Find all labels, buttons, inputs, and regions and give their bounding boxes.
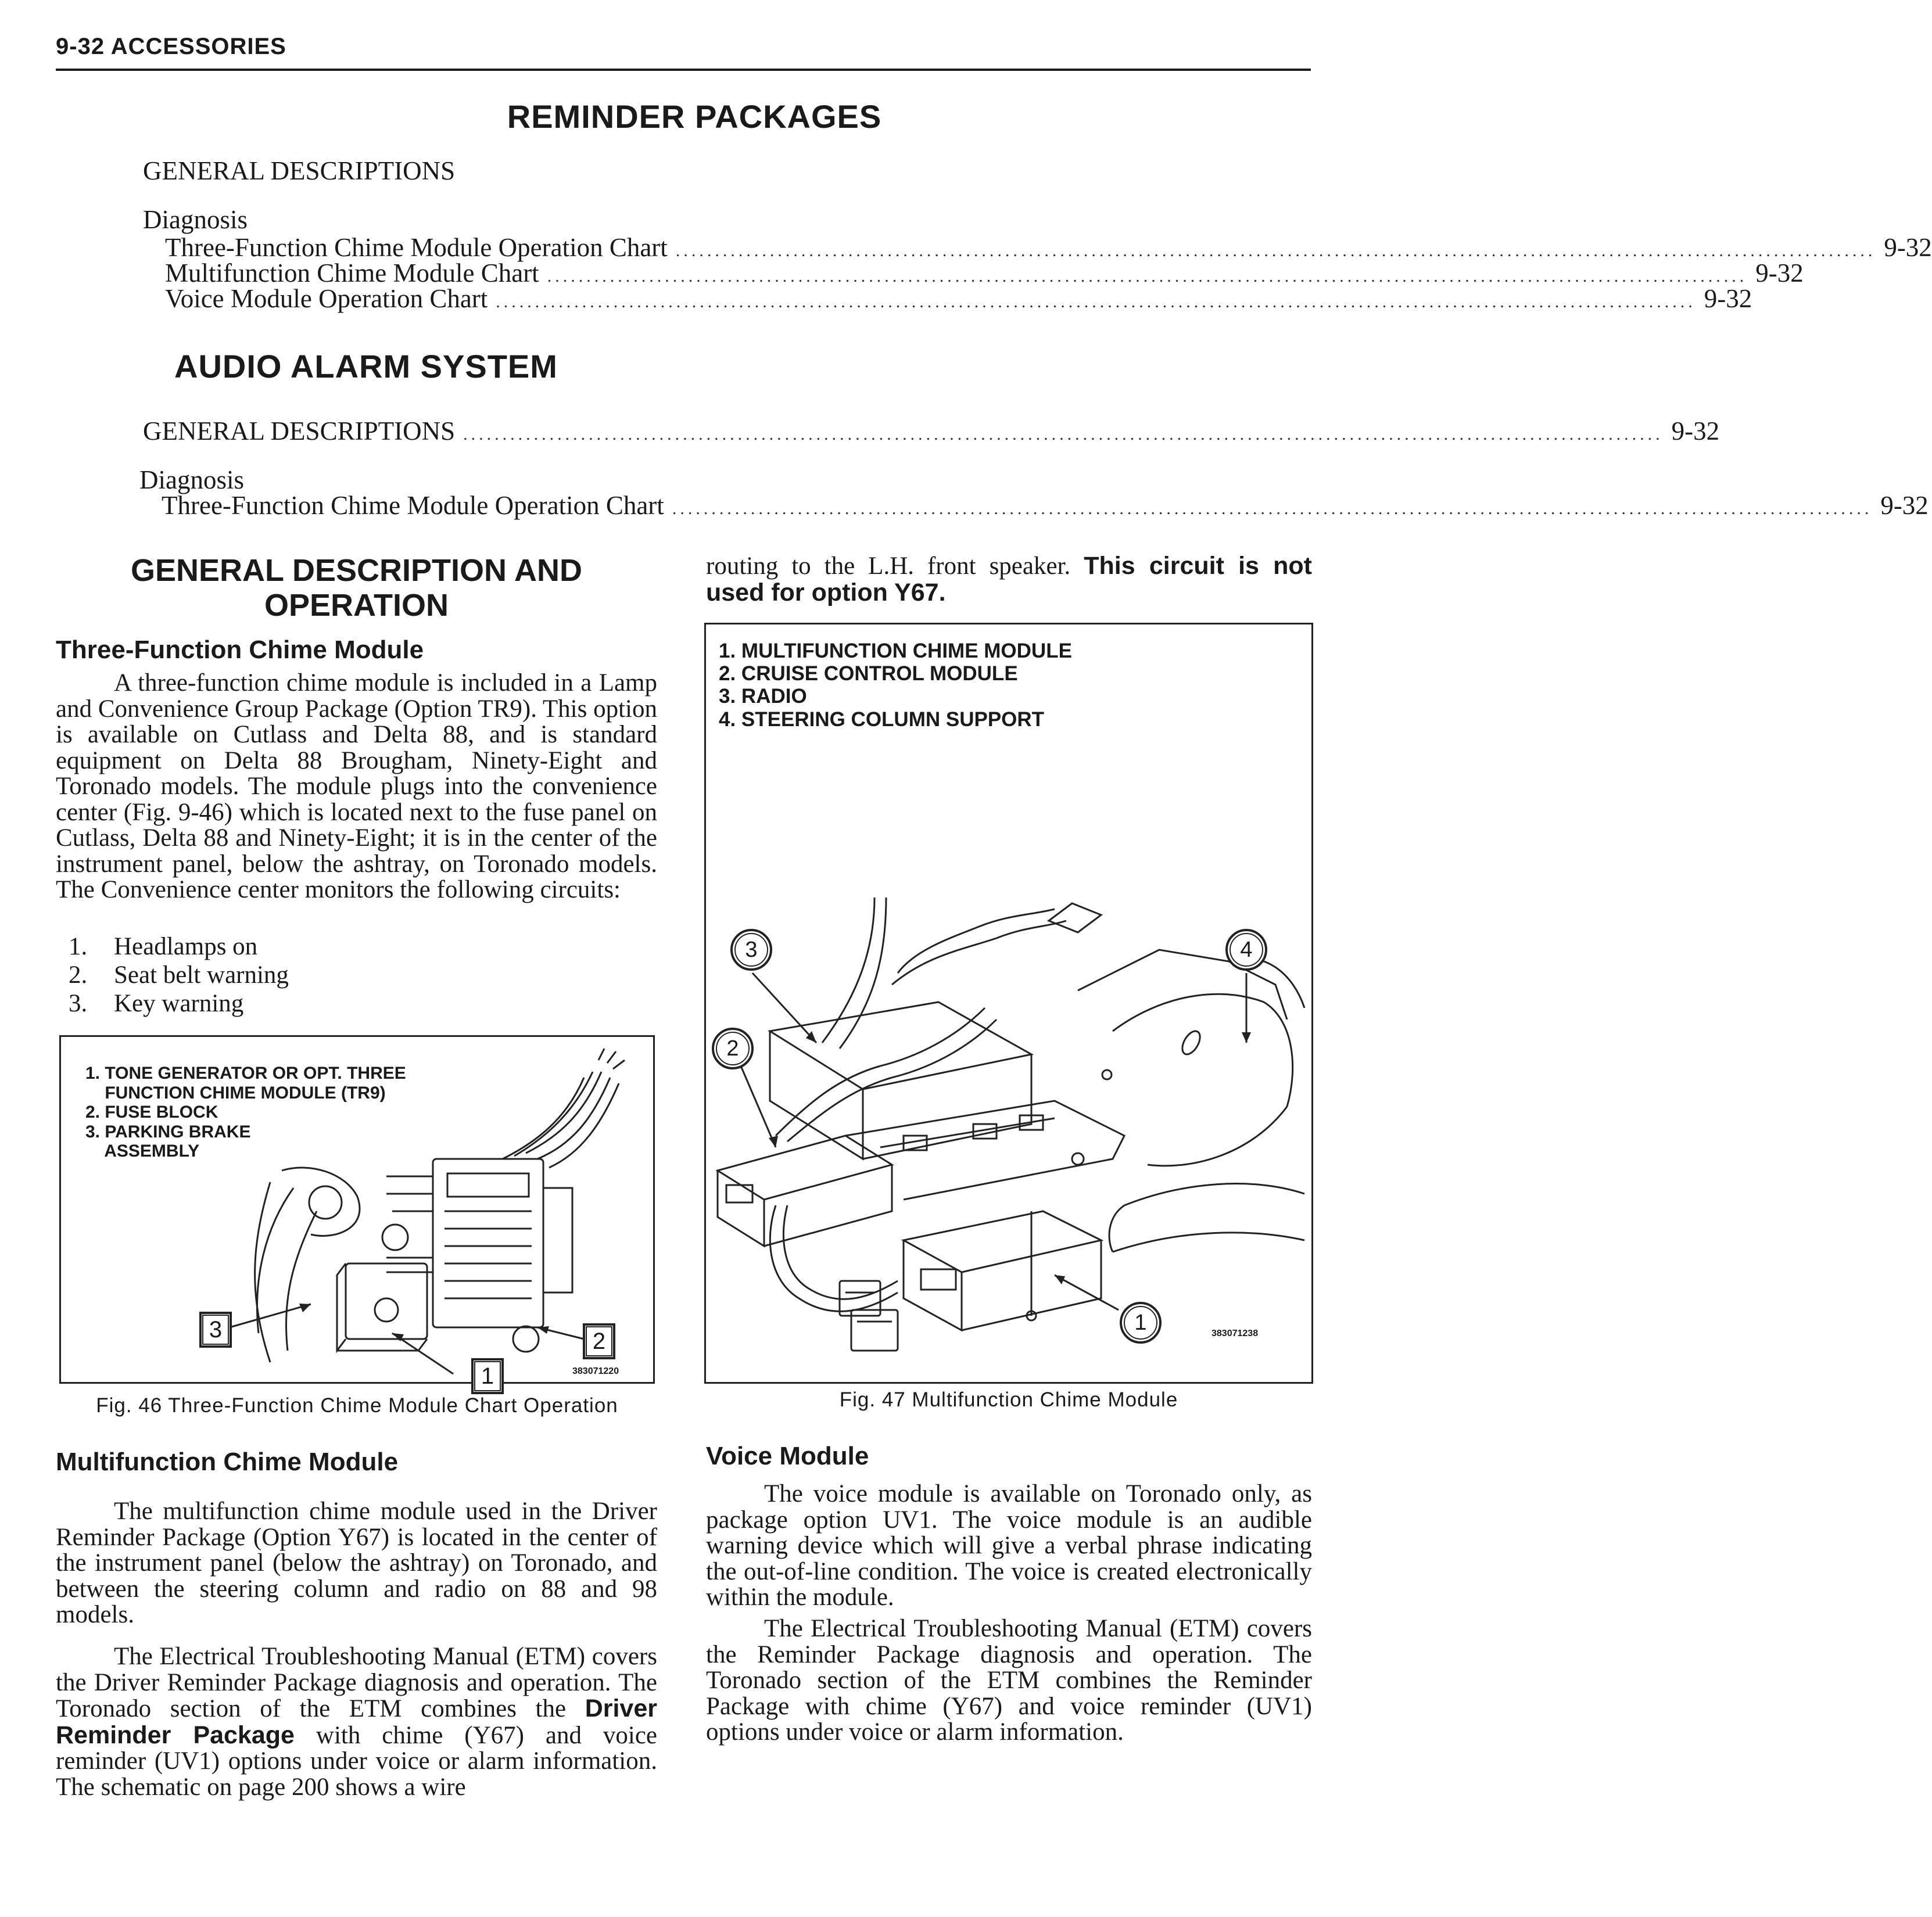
toc-entry-label: Three-Function Chime Module Operation Chart xyxy=(165,233,668,262)
circuit-list xyxy=(56,932,657,1018)
multifunction-paragraph-1: The multifunction chime module used in the Driver Reminder Package (Option Y67) is located in the center of the instrument panel (below the ashtray) on Toronado, and between the steering column and radio on 88 and 98 models. xyxy=(56,1498,657,1628)
toc-leader: ......................................................................................................................................................... xyxy=(496,292,1696,311)
figure-47 xyxy=(704,623,1313,1384)
toc-leader: ......................................................................................................................................................... xyxy=(672,499,1873,518)
figure-46-caption: Fig. 46 Three-Function Chime Module Chart Operation xyxy=(96,1394,618,1417)
callout-1: 1 xyxy=(481,1363,494,1389)
figure-46 xyxy=(59,1035,655,1389)
running-head: 9-32 ACCESSORIES xyxy=(56,34,286,59)
toc-entry[interactable] xyxy=(165,283,1752,314)
toc-entry-label: GENERAL DESCRIPTIONS xyxy=(143,417,456,446)
toc-entry-page: 9-32 xyxy=(1880,491,1929,520)
callout-3: 3 xyxy=(745,938,758,962)
list-item: 1. Headlamps on xyxy=(69,933,258,960)
reminder-packages-title: REMINDER PACKAGES xyxy=(507,98,882,135)
section-heading-line-2: OPERATION xyxy=(264,588,449,623)
audio-alarm-title: AUDIO ALARM SYSTEM xyxy=(174,348,558,385)
voice-module-paragraph-1: The voice module is available on Toronado only, as package option UV1. The voice module is an audible warning device which will give a verbal phrase indicating the out-of-line condition. The voice is created electronically within the module. xyxy=(706,1480,1312,1611)
callout-2: 2 xyxy=(726,1036,739,1061)
header-rule xyxy=(56,69,1311,71)
multifunction-paragraph-2: The Electrical Troubleshooting Manual (ETM) covers the Driver Reminder Package diagnosis and operation. The Toronado section of the ETM combines the Driver Reminder Package with chime (Y67) and voice reminder (UV1) options under voice or alarm information. The schematic on page 200 shows a wire xyxy=(56,1643,658,1801)
figure-46-illustration xyxy=(61,1037,653,1382)
callout-2: 2 xyxy=(592,1329,606,1354)
toc-entry-page: 9-32 xyxy=(1755,259,1804,288)
toc-entry-page: 9-32 xyxy=(1704,284,1752,313)
toc-entry-page: 9-32 xyxy=(1884,233,1932,262)
toc-entry[interactable] xyxy=(162,490,1929,520)
section-heading-line-1: GENERAL DESCRIPTION AND xyxy=(130,553,583,588)
callout-4: 4 xyxy=(1240,938,1253,962)
multifunction-heading: Multifunction Chime Module xyxy=(56,1448,399,1476)
toc-entry-label: Multifunction Chime Module Chart xyxy=(165,259,539,288)
toc-entry[interactable] xyxy=(143,416,1720,446)
reminder-diagnosis-label: Diagnosis xyxy=(143,205,248,234)
continuation-paragraph: routing to the L.H. front speaker. This circuit is not used for option Y67. xyxy=(706,552,1312,606)
figure-47-illustration xyxy=(706,624,1311,1382)
toc-leader: ......................................................................................................................................................... xyxy=(547,267,1748,286)
reminder-general-descriptions: GENERAL DESCRIPTIONS xyxy=(143,156,456,185)
list-item: 3. Key warning xyxy=(69,990,244,1017)
three-function-paragraph: A three-function chime module is included in a Lamp and Convenience Group Package (Option TR9). This option is available on Cutlass and Delta 88, and is standard equipment on Delta 88 Brougham, Ninety-Eight and Toronado models. The module plugs into the convenience center (Fig. 9-46) which is located next to the fuse panel on Cutlass, Delta 88 and Ninety-Eight; it is in the center of the instrument panel, below the ashtray, on Toronado models. The Convenience center monitors the following circuits: xyxy=(56,669,658,903)
three-function-heading: Three-Function Chime Module xyxy=(56,636,424,664)
figure-47-legend: 1. MULTIFUNCTION CHIME MODULE 2. CRUISE CONTROL MODULE 3. RADIO 4. STEERING COLUMN SUPPORT xyxy=(719,640,1072,731)
general-description-heading xyxy=(56,553,657,623)
toc-entry-label: Three-Function Chime Module Operation Chart xyxy=(162,491,664,520)
audio-diagnosis-label: Diagnosis xyxy=(139,465,244,494)
toc-entry-label: Voice Module Operation Chart xyxy=(165,284,488,313)
toc-leader: ......................................................................................................................................................... xyxy=(675,241,1876,260)
toc-entry-page: 9-32 xyxy=(1671,417,1720,446)
figure-46-code: 383071220 xyxy=(572,1366,619,1376)
callout-1: 1 xyxy=(1134,1311,1147,1335)
figure-46-legend: 1. TONE GENERATOR OR OPT. THREE FUNCTION CHIME MODULE (TR9) 2. FUSE BLOCK 3. PARKING BRAKE ASSEMBLY xyxy=(85,1064,406,1161)
voice-module-paragraph-2: The Electrical Troubleshooting Manual (ETM) covers the Reminder Package diagnosis and operation. The Toronado section of the ETM combines the Reminder Package with chime (Y67) and voice reminder (UV1) options under voice or alarm information. xyxy=(706,1615,1312,1746)
voice-module-heading: Voice Module xyxy=(706,1442,869,1470)
figure-47-caption: Fig. 47 Multifunction Chime Module xyxy=(839,1388,1178,1411)
callout-3: 3 xyxy=(209,1317,223,1342)
figure-47-code: 383071238 xyxy=(1211,1329,1259,1338)
list-item: 2. Seat belt warning xyxy=(69,961,289,989)
toc-leader: ......................................................................................................................................................... xyxy=(463,425,1664,444)
